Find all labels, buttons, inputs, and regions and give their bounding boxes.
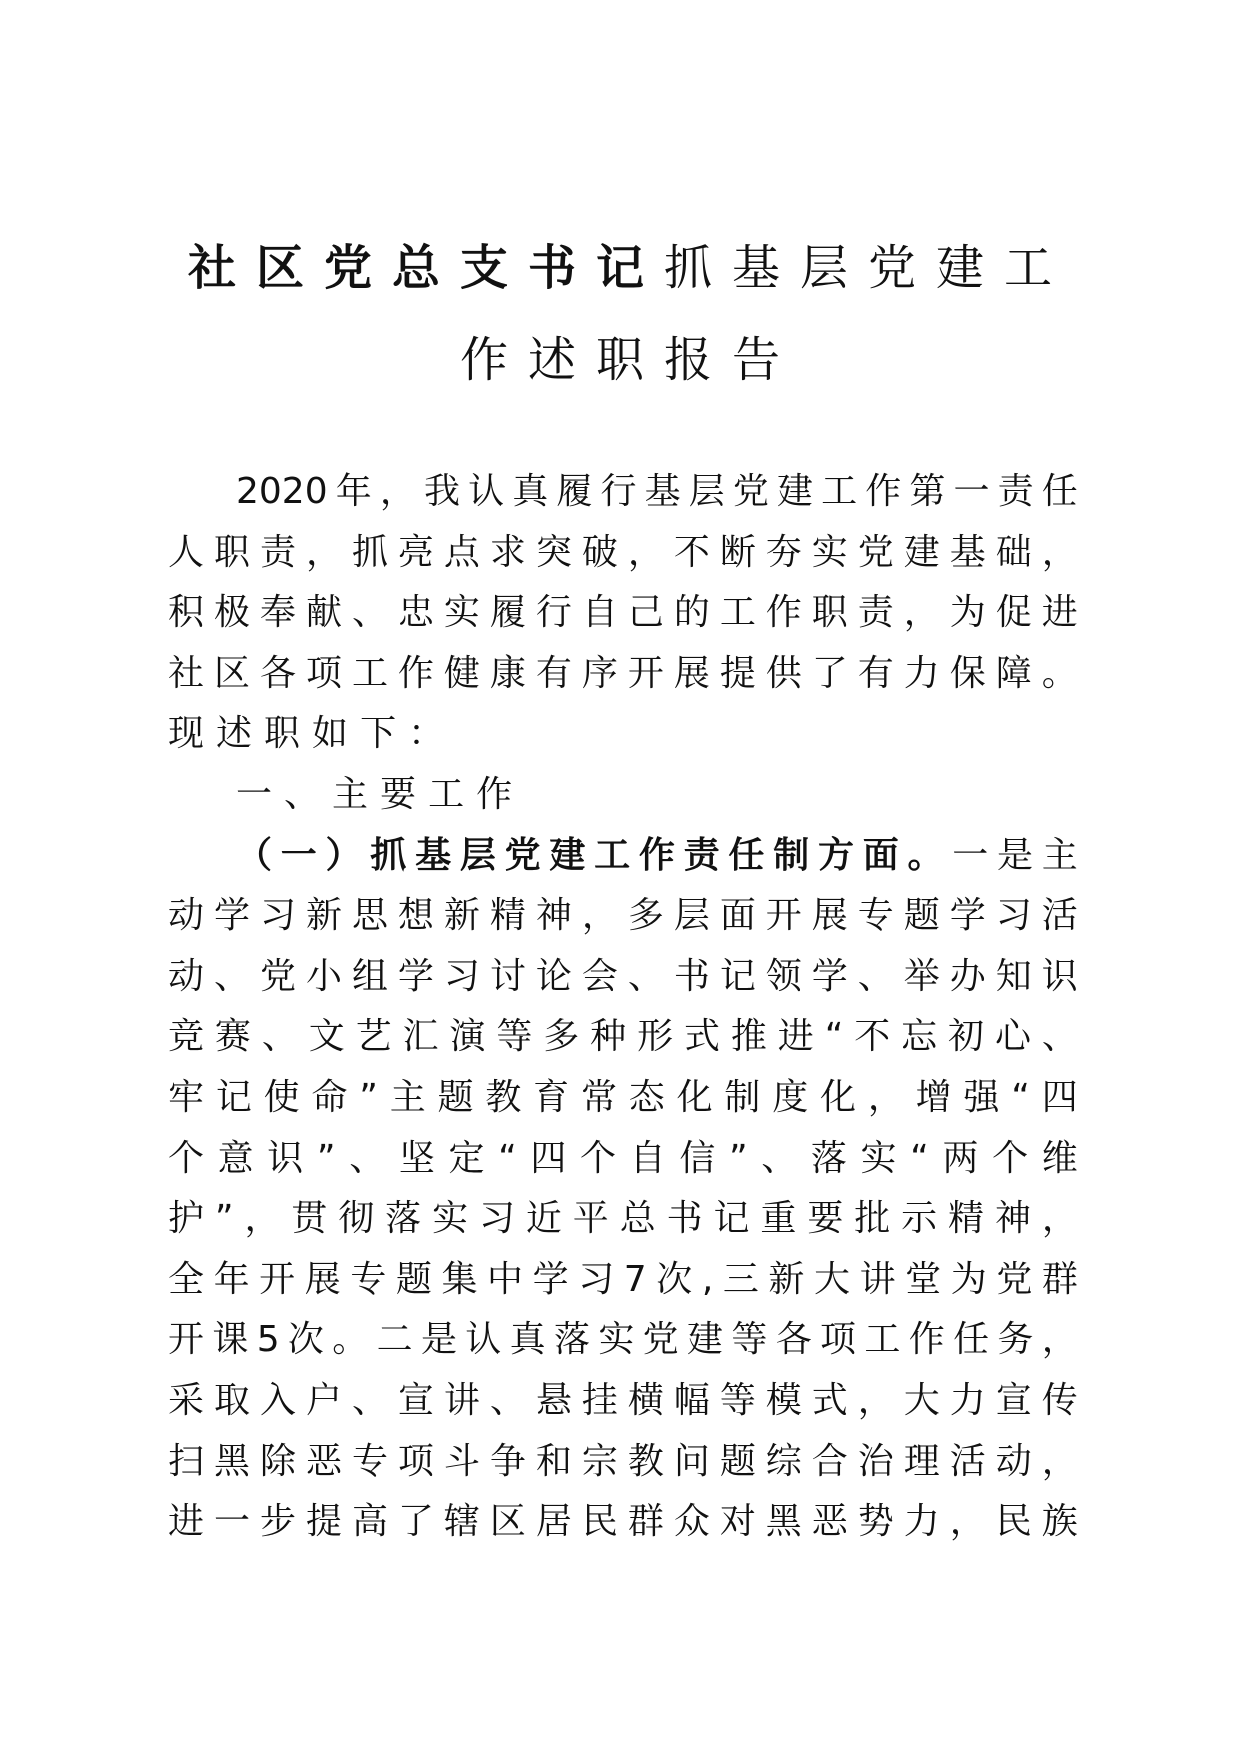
- paragraph-line: 采 取 入 户 、 宣 讲 、 悬 挂 横 幅 等 模 式 ， 大 力 宣 传: [168, 1379, 1078, 1421]
- paragraph-line: 护 ” ， 贯 彻 落 实 习 近 平 总 书 记 重 要 批 示 精 神 ，: [168, 1198, 1078, 1240]
- paragraph-line: 积 极 奉 献 、 忠 实 履 行 自 己 的 工 作 职 责 ， 为 促 进: [168, 592, 1078, 634]
- paragraph-line: 一 、 主 要 工 作: [236, 773, 525, 815]
- paragraph-line: 扫 黑 除 恶 专 项 斗 争 和 宗 教 问 题 综 合 治 理 活 动 ，: [168, 1440, 1078, 1482]
- paragraph-line: 2020 年 ， 我 认 真 履 行 基 层 党 建 工 作 第 一 责 任: [236, 471, 1078, 512]
- document-title-line-1: [0, 238, 1240, 298]
- document-title-line-2: 作述职报告: [459, 332, 800, 388]
- paragraph-line: 现 述 职 如 下 ：: [168, 713, 457, 755]
- title-bold-part: 社区党总支书记: [187, 240, 664, 296]
- document-body: [168, 462, 1078, 1553]
- title-normal-part: 抓基层党建工: [664, 240, 1073, 296]
- paragraph-line: 人 职 责 ， 抓 亮 点 求 突 破 ， 不 断 夯 实 党 建 基 础 ，: [168, 531, 1078, 573]
- paragraph-line: 个 意 识 ” 、 坚 定 “ 四 个 自 信 ” 、 落 实 “ 两 个 维: [168, 1137, 1078, 1179]
- paragraph-line: 动 、 党 小 组 学 习 讨 论 会 、 书 记 领 学 、 举 办 知 识: [168, 955, 1078, 997]
- paragraph-line: 动 学 习 新 思 想 新 精 神 ， 多 层 面 开 展 专 题 学 习 活: [168, 895, 1078, 937]
- paragraph-line: 牢 记 使 命 ” 主 题 教 育 常 态 化 制 度 化 ， 增 强 “ 四: [168, 1076, 1078, 1118]
- paragraph-line: 竞 赛 、 文 艺 汇 演 等 多 种 形 式 推 进 “ 不 忘 初 心 、: [168, 1016, 1078, 1058]
- paragraph-line: （ 一 ） 抓 基 层 党 建 工 作 责 任 制 方 面 。 一 是 主: [236, 834, 1078, 876]
- paragraph-line: 开 课 5 次 。 二 是 认 真 落 实 党 建 等 各 项 工 作 任 务 ，: [168, 1319, 1078, 1361]
- paragraph-line: 全 年 开 展 专 题 集 中 学 习 7 次 , 三 新 大 讲 堂 为 党 群: [168, 1258, 1078, 1300]
- paragraph-line: 进 一 步 提 高 了 辖 区 居 民 群 众 对 黑 恶 势 力 ， 民 族: [168, 1501, 1078, 1543]
- paragraph-line: 社 区 各 项 工 作 健 康 有 序 开 展 提 供 了 有 力 保 障 。: [168, 652, 1078, 694]
